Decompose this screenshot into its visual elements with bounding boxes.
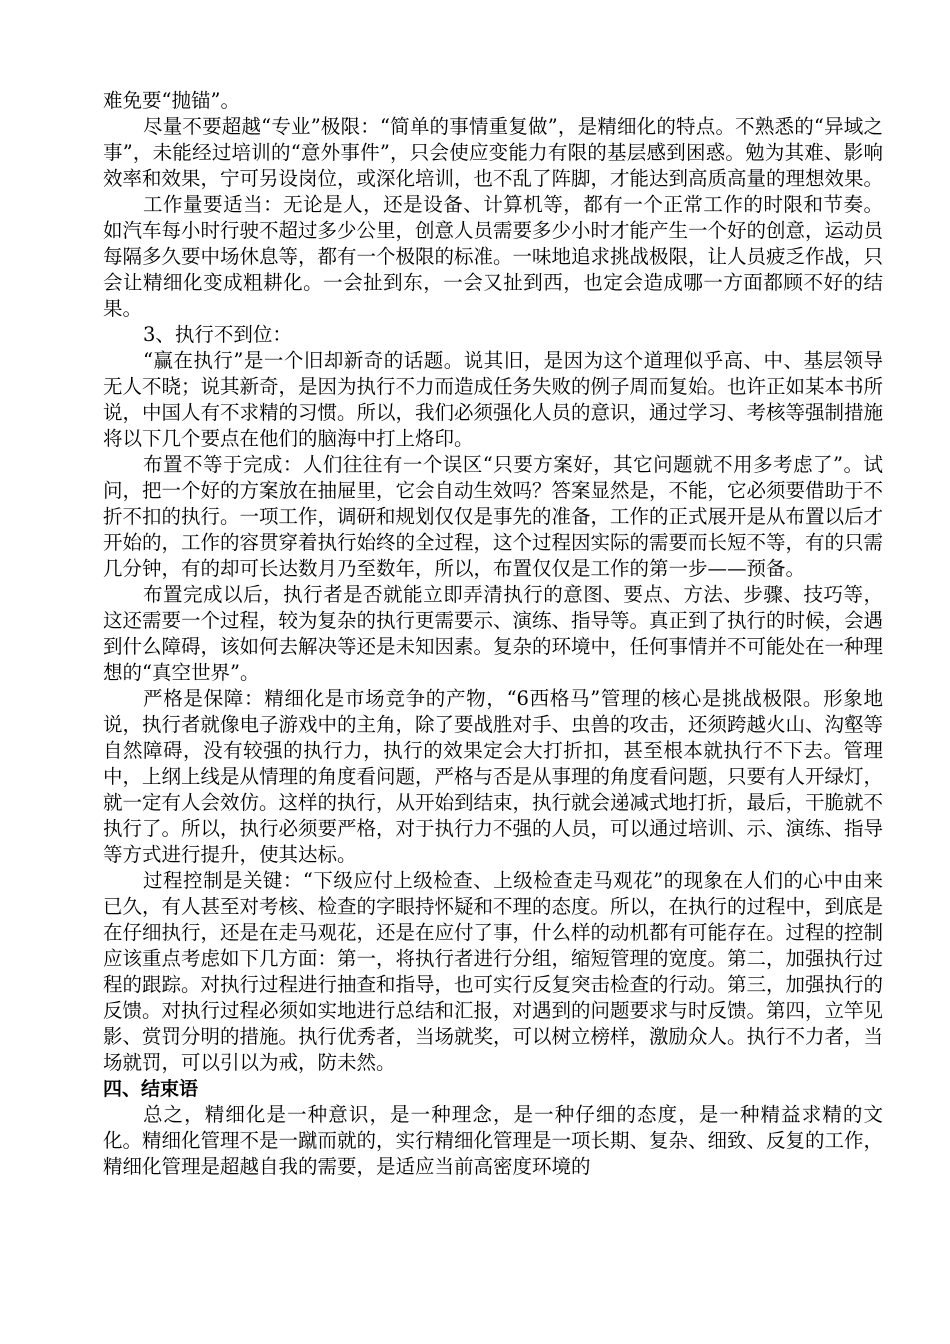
paragraph-win-in-execution: “赢在执行”是一个旧却新奇的话题。说其旧，是因为这个道理似乎高、中、基层领导无人不晓；说其新奇，是因为执行不力而造成任务失败的例子周而复始。也许正如某本书所说，中国人有不求精的习惯。所以，我们必须强化人员的意识，通过学习、考核等强制措施将以下几个要点在他们的脑海中打上烙印。 — [103, 349, 884, 450]
paragraph-continuation: 难免要“抛锚”。 — [103, 89, 240, 112]
paragraph-workload: 工作量要适当：无论是人，还是设备、计算机等，都有一个正常工作的时限和节奏。如汽车每小时行驶不超过多少公里，创意人员需要多少小时才能产生一个好的创意，运动员每隔多久要中场休息等，都有一个极限的标准。一味地追求挑战极限，让人员疲乏作战，只会让精细化变成粗耕化。一会扯到东，一会又扯到西，也定会造成哪一方面都顾不好的结果。 — [103, 193, 884, 320]
paragraph-conclusion: 总之，精细化是一种意识，是一种理念，是一种仔细的态度，是一种精益求精的文化。精细化管理不是一蹴而就的，实行精细化管理是一项长期、复杂、细致、反复的工作，精细化管理是超越自我的需要，是适应当前高密度环境的 — [103, 1103, 884, 1178]
paragraph-strictness: 严格是保障：精细化是市场竞争的产物，“6西格马”管理的核心是挑战极限。形象地说，执行者就像电子游戏中的主角，除了要战胜对手、虫兽的攻击，还须跨越火山、沟壑等自然障碍，没有较强的执行力，执行的效果定会大打折扣，甚至根本就执行不下去。管理中，上纲上线是从情理的角度看问题，严格与否是从事理的角度看问题，只要有人开绿灯，就一定有人会效仿。这样的执行，从开始到结束，执行就会递减式地打折，最后，干脆就不执行了。所以，执行必须要严格，对于执行力不强的人员，可以通过培训、示、演练、指导等方式进行提升，使其达标。 — [103, 687, 884, 866]
paragraph-after-arrangement: 布置完成以后，执行者是否就能立即弄清执行的意图、要点、方法、步骤、技巧等，这还需要一个过程，较为复杂的执行更需要示、演练、指导等。真正到了执行的时候，会遇到什么障碍，该如何去解决等还是未知因素。复杂的环境中，任何事情并不可能处在一种理想的“真空世界”。 — [103, 583, 884, 684]
document-body — [103, 88, 883, 1180]
paragraph-arrangement: 布置不等于完成：人们往往有一个误区“只要方案好，其它问题就不用多考虑了”。试问，把一个好的方案放在抽屉里，它会自动生效吗？答案显然是，不能，它必须要借助于不折不扣的执行。一项工作，调研和规划仅仅是事先的准备，工作的正式展开是从布置以后才开始的，工作的容贯穿着执行始终的全过程，这个过程因实际的需要而长短不等，有的只需几分钟，有的却可长达数月乃至数年，所以，布置仅仅是工作的第一步——预备。 — [103, 453, 884, 580]
paragraph-professional-limit: 尽量不要超越“专业”极限：“简单的事情重复做”，是精细化的特点。不熟悉的“异域之事”，未能经过培训的“意外事件”，只会使应变能力有限的基层感到困惑。勉为其难、影响效率和效果，宁可另设岗位，或深化培训，也不乱了阵脚，才能达到高质高量的理想效果。 — [103, 115, 884, 190]
subheading-execution: 3、执行不到位： — [143, 323, 292, 346]
paragraph-process-control: 过程控制是关键：“下级应付上级检查、上级检查走马观花”的现象在人们的心中由来已久，有人甚至对考核、检查的字眼持怀疑和不理的态度。所以，在执行的过程中，到底是在仔细执行，还是在走马观花，还是在应付了事，什么样的动机都有可能存在。过程的控制应该重点考虑如下几方面：第一，将执行者进行分组，缩短管理的宽度。第二，加强执行过程的跟踪。对执行过程进行抽查和指导，也可实行反复突击检查的行动。第三，加强执行的反馈。对执行过程必须如实地进行总结和汇报，对遇到的问题要求与时反馈。第四，立竿见影、赏罚分明的措施。执行优秀者，当场就奖，可以树立榜样，激励众人。执行不力者，当场就罚，可以引以为戒，防未然。 — [103, 869, 884, 1074]
section-heading-conclusion: 四、结束语 — [103, 1078, 199, 1100]
